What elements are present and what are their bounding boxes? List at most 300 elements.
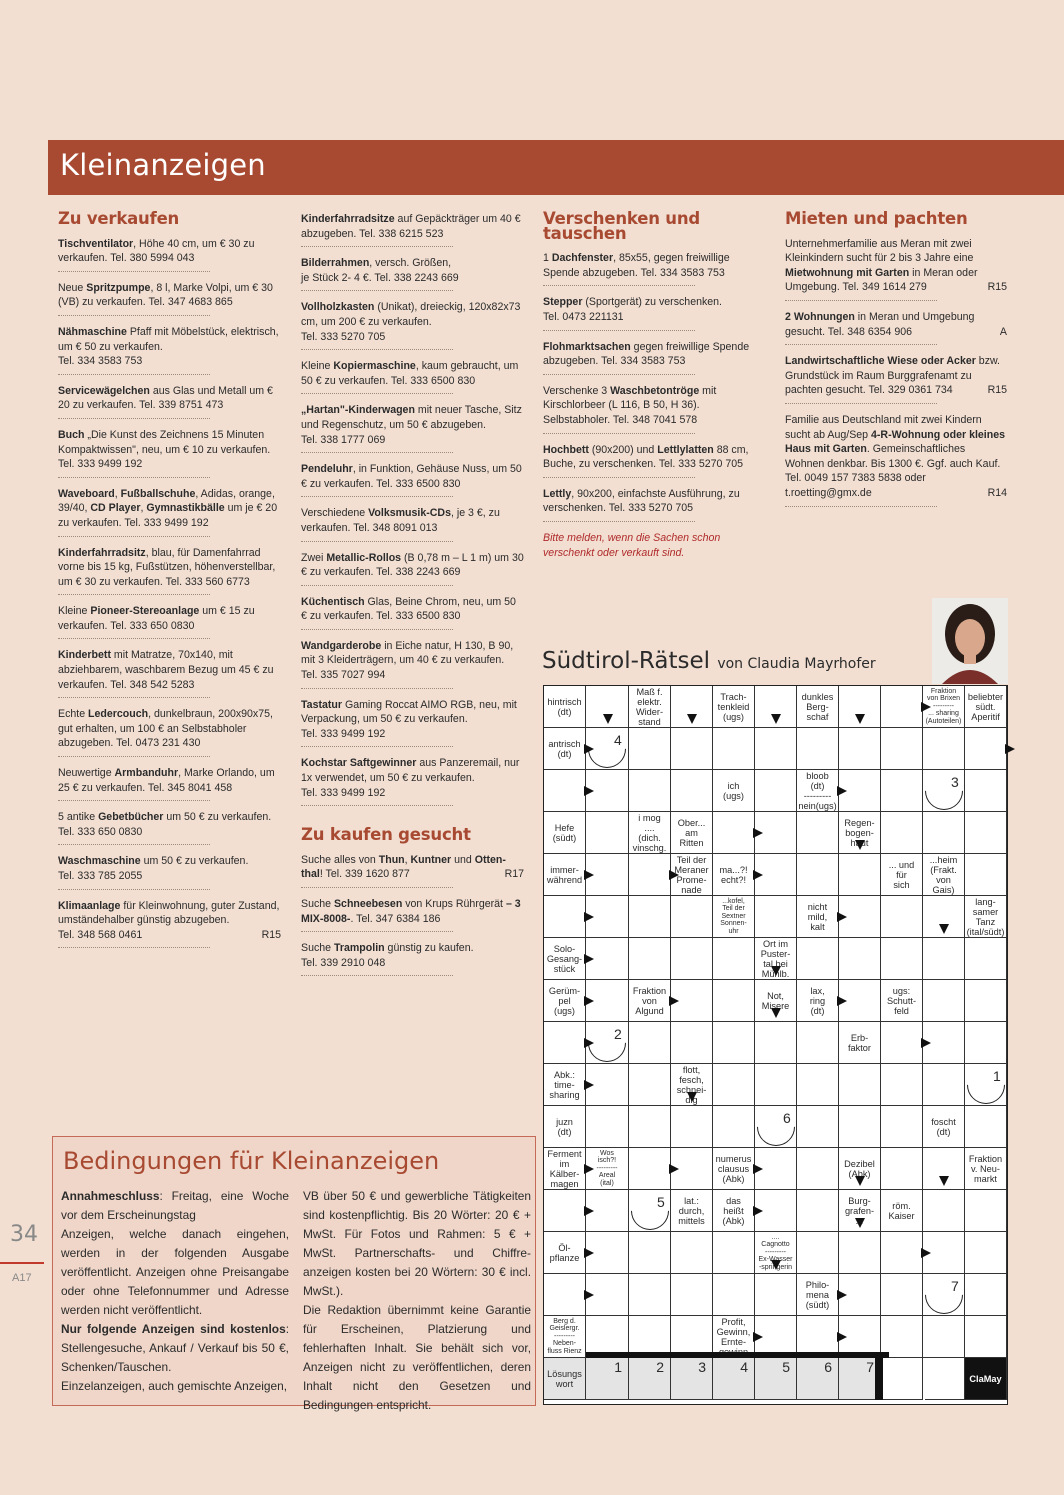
clue-arrow-icon [855,1218,865,1228]
ad-separator [58,374,210,375]
ad-separator [301,688,453,689]
grid-cell[interactable] [923,1316,965,1358]
grid-cell[interactable] [881,938,923,980]
ad-text: Wandgarderobe in Eiche natur, H 130, B 90, mit 3 Kleiderträgern, um 40 € zu verkaufen. Tel. 335 7027 994 [301,639,514,682]
ad-text: Neue Spritzpumpe, 8 l, Marke Volpi, um € 30 (VB) zu verkaufen. Tel. 347 4683 865 [58,281,273,309]
ad-item [58,648,281,698]
clue-arrow-icon [584,744,594,754]
clue-arrow-icon [669,996,679,1006]
clue-arrow-icon [855,1176,865,1186]
grid-cell[interactable] [713,938,755,980]
clue-cell: Dezibel (Abk) [839,1148,881,1190]
grid-cell[interactable] [965,938,1007,980]
solution-cell[interactable] [755,1358,797,1400]
grid-cell[interactable] [713,728,755,770]
grid-cell[interactable] [713,1232,755,1274]
ad-item [301,853,524,888]
verschenken-note: Bitte melden, wenn die Sachen schon verschenkt oder verkauft sind. [543,531,721,559]
ad-separator [543,521,695,522]
ad-separator [301,290,453,291]
ad-separator [301,246,453,247]
grid-cell[interactable] [839,854,881,896]
grid-cell[interactable] [755,728,797,770]
ad-text: Hochbett (90x200) und Lettlylatten 88 cm, Buche, zu verschenken. Tel. 333 5270 705 [543,443,749,471]
clue-arrow-icon [837,786,847,796]
clue-arrow-icon [771,966,781,976]
ad-separator [301,887,453,888]
conditions-col2: VB über 50 € und gewerbliche Tätigkeiten sind kostenpflichtig. Bis 20 Wörter: 20 € + MwSt. Für Fotos und Rahmen: 5 € + MwSt. Partnerschafts- und Chiffre- anzeigen kosten bei 20 Wörtern: 30 € incl. MwSt.). Die Redaktion übernimmt keine Garantie für Erscheinen, Platzierung und fehlerhaften Inhalt. Sie behält sich vor, Anzeigen nicht zu veröffentlichen, deren Inhalt nicht den Gesetzen und Bedingungen entspricht. [303,1189,531,1412]
crossword-grid [543,685,1008,1405]
solution-cell[interactable] [713,1358,755,1400]
grid-cell[interactable] [965,1106,1007,1148]
ad-text: Küchentisch Glas, Beine Chrom, neu, um 50 € zu verkaufen. Tel. 333 6500 830 [301,595,516,623]
grid-cell[interactable] [923,938,965,980]
clue-cell: Gerüm- pel (ugs) [544,980,586,1022]
ad-separator [301,452,453,453]
grid-cell[interactable] [755,1064,797,1106]
clue-cell: Solo- Gesang- stück [544,938,586,980]
grid-cell[interactable] [629,854,671,896]
puzzle-title-text: Südtirol-Rätsel [542,648,711,674]
ad-item [58,384,281,419]
clue-arrow-icon [753,1164,763,1174]
grid-cell[interactable] [629,1022,671,1064]
grid-cell[interactable] [544,1022,586,1064]
grid-cell[interactable] [965,1232,1007,1274]
grid-cell[interactable] [839,728,881,770]
grid-cell[interactable] [671,896,713,938]
clue-arrow-icon [687,1092,697,1102]
grid-cell[interactable] [713,1064,755,1106]
clue-cell: lat.: durch, mittels [671,1190,713,1232]
grid-cell[interactable] [629,1274,671,1316]
clue-arrow-icon [771,1260,781,1270]
grid-cell[interactable] [923,812,965,854]
clue-cell: Fraktion v. Neu- markt [965,1148,1007,1190]
ad-ref: A [999,325,1007,338]
grid-cell[interactable] [923,1064,965,1106]
clue-cell: beliebter südt. Aperitif [965,686,1007,728]
grid-cell[interactable] [629,1148,671,1190]
ad-text: „Hartan"-Kinderwagen mit neuer Tasche, Sitz und Regenschutz, um 50 € abzugeben. Tel. 338 1777 069 [301,404,522,446]
ad-separator [785,344,937,345]
grid-cell[interactable] [797,728,839,770]
grid-cell[interactable] [881,1232,923,1274]
circle-number: 1 [993,1068,1001,1084]
ad-item [58,854,281,889]
ad-separator [785,403,937,404]
clue-cell: Erb- faktor [839,1022,881,1064]
ad-text: 2 Wohnungen in Meran und Umgebung gesucht. Tel. 348 6354 906 A [785,310,1007,338]
solution-cell[interactable] [797,1358,839,1400]
ad-separator [543,477,695,478]
grid-cell[interactable] [923,980,965,1022]
ad-text: Verschenke 3 Waschbetontröge mit Kirschlorbeer (L 116, B 50, H 36). Selbstabholer. Tel. 348 7041 578 [543,384,717,426]
clue-cell: ugs: Schutt- feld [881,980,923,1022]
ad-separator [301,393,453,394]
ad-item [301,506,524,541]
grid-cell[interactable] [755,896,797,938]
ad-item [301,698,524,748]
grid-cell[interactable] [839,1106,881,1148]
grid-cell[interactable] [881,812,923,854]
solution-number: 5 [782,1359,790,1375]
ad-separator [58,638,210,639]
clue-arrow-icon [753,828,763,838]
grid-cell[interactable] [586,1106,629,1148]
ad-item [58,766,281,801]
clue-arrow-icon [669,870,679,880]
clue-arrow-icon [584,1290,594,1300]
clue-cell: bloob (dt) --------- nein(ugs) [797,770,839,812]
grid-cell[interactable] [965,854,1007,896]
grid-cell[interactable] [965,1022,1007,1064]
clue-cell: Not, Misere [755,980,797,1022]
ad-separator [301,931,453,932]
clue-cell: juzn (dt) [544,1106,586,1148]
grid-cell[interactable] [797,938,839,980]
grid-cell[interactable] [713,812,755,854]
ad-text: Kochstar Saftgewinner aus Panzeremail, nur 1x verwendet, um 50 € zu verkaufen. Tel. 333 9499 192 [301,757,520,799]
ad-separator [543,433,695,434]
ad-text: Flohmarktsachen gegen freiwillige Spende abzugeben. Tel. 334 3583 753 [543,340,750,368]
grid-cell[interactable] [755,770,797,812]
grid-cell[interactable] [713,980,755,1022]
ad-item [58,325,281,375]
clue-arrow-icon [584,954,594,964]
ad-ref: R15 [987,384,1007,397]
grid-cell[interactable] [965,1274,1007,1316]
clue-cell: Fraktion von Algund [629,980,671,1022]
ad-item [58,237,281,272]
ad-text: Pendeluhr, in Funktion, Gehäuse Nuss, um 50 € zu verkaufen. Tel. 333 6500 830 [301,463,522,490]
grid-cell[interactable] [629,896,671,938]
clue-cell: nicht mild, kalt [797,896,839,938]
ad-separator [543,285,695,286]
ad-item [785,413,1007,507]
conditions-box [52,1136,536,1412]
ad-text: Kinderbett mit Matratze, 70x140, mit abziehbarem, waschbarem Bezug um 45 € zu verkaufen. Tel. 348 542 5283 [58,649,274,691]
ad-text: Lettly, 90x200, einfachste Ausführung, zu verschenken. Tel. 333 5270 705 [543,487,740,515]
grid-cell[interactable] [629,728,671,770]
ad-separator [58,315,210,316]
page-rule [0,1262,44,1264]
ad-separator [301,805,453,806]
ad-item [301,941,524,976]
clue-cell: flott, fesch, schnei- dig [671,1064,713,1106]
ad-item [785,237,1007,301]
ad-separator [58,756,210,757]
ad-separator [301,496,453,497]
grid-cell[interactable] [713,1274,755,1316]
clue-arrow-icon [584,786,594,796]
ad-text: Tastatur Gaming Roccat AIMO RGB, neu, mit Verpackung, um 50 € zu verkaufen. Tel. 333 9499 192 [301,698,517,740]
ad-text: 1 Dachfenster, 85x55, gegen freiwillige Spende abzugeben. Tel. 334 3583 753 [543,252,730,279]
grid-cell[interactable] [629,1232,671,1274]
solution-number: 3 [698,1359,706,1375]
ad-item [543,443,756,478]
clue-arrow-icon [939,924,949,934]
section-banner [48,140,1064,195]
ad-text: Kinderfahrradsitz, blau, für Damenfahrrad vorne bis 15 kg, Fußstützen, höhenverstellbar, um € 30 zu verkaufen. Tel. 333 560 6773 [58,546,276,588]
grid-cell[interactable] [671,1232,713,1274]
grid-cell[interactable] [797,854,839,896]
grid-cell[interactable] [671,1274,713,1316]
ad-text: Suche Trampolin günstig zu kaufen. Tel. 339 2910 048 [301,942,474,969]
grid-cell[interactable] [755,1022,797,1064]
ad-text: Stepper (Sportgerät) zu verschenken. Tel. 0473 221131 [543,296,723,323]
clue-arrow-icon [837,912,847,922]
clue-cell: Regen- bogen- haut [839,812,881,854]
circle-number: 7 [951,1278,959,1294]
author-photo [932,598,1008,684]
solution-number: 4 [740,1359,748,1375]
grid-cell[interactable] [797,1022,839,1064]
clue-arrow-icon [584,870,594,880]
ad-separator [58,697,210,698]
grid-cell[interactable] [629,938,671,980]
clue-arrow-icon [753,1332,763,1342]
ad-text: Bilderrahmen, versch. Größen, je Stück 2- 4 €. Tel. 338 2243 669 [301,257,459,284]
ad-item [301,212,524,247]
clue-arrow-icon [584,1248,594,1258]
ad-separator [58,844,210,845]
ad-text: Suche Schneebesen von Krups Rührgerät – 3 MIX-8008-. Tel. 347 6384 186 [301,898,521,925]
grid-cell[interactable] [881,896,923,938]
grid-cell[interactable] [923,1190,965,1232]
ad-text: Suche alles von Thun, Kuntner und Otten-thal! Tel. 339 1620 877 R17 [301,853,524,881]
ad-text: Zwei Metallic-Rollos (B 0,78 m – L 1 m) um 30 € zu verkaufen. Tel. 338 2243 669 [301,551,524,579]
grid-cell[interactable] [544,1274,586,1316]
clue-cell: lang- samer Tanz (ital/südt) [965,896,1007,938]
ad-item [301,551,524,586]
solution-cell[interactable] [629,1358,671,1400]
ad-item [58,810,281,845]
grid-cell[interactable] [544,770,586,812]
ad-text: Kinderfahrradsitze auf Gepäckträger um 40 € abzugeben. Tel. 338 6215 523 [301,213,521,240]
heading-zu-verkaufen: Zu verkaufen [58,209,180,228]
clue-arrow-icon [921,1038,931,1048]
solution-cell[interactable] [671,1358,713,1400]
ad-item [58,604,281,639]
grid-cell[interactable] [671,1106,713,1148]
ad-separator [543,374,695,375]
grid-cell[interactable] [923,728,965,770]
grid-cell[interactable] [965,728,1007,770]
ad-text: Buch „Die Kunst des Zeichnens 15 Minuten Kompaktwissen", neu, um € 10 zu verkaufen. Tel. 333 9499 192 [58,428,271,471]
clue-arrow-icon [584,1164,594,1174]
ad-text: Tischventilator, Höhe 40 cm, um € 30 zu verkaufen. Tel. 380 5994 043 [58,237,255,265]
ad-separator [58,889,210,890]
clue-cell: Philo- mena (südt) [797,1274,839,1316]
ad-item [543,384,756,434]
ad-item [301,756,524,806]
grid-cell[interactable] [797,812,839,854]
grid-cell [925,1358,965,1400]
ad-item [301,403,524,453]
grid-cell[interactable] [881,686,923,728]
grid-cell[interactable] [671,938,713,980]
page-number: 34 [10,1222,38,1247]
grid-cell[interactable] [629,1106,671,1148]
clue-cell: Burg- grafen- ... [839,1190,881,1232]
puzzle-brand: ClaMay [965,1358,1007,1400]
clue-cell: Hefe (südt) [544,812,586,854]
clue-arrow-icon [584,1080,594,1090]
clue-arrow-icon [603,714,613,724]
clue-cell: röm. Kaiser [881,1190,923,1232]
clue-arrow-icon [855,714,865,724]
grid-cell[interactable] [797,1064,839,1106]
grid-cell[interactable] [713,1106,755,1148]
circle-number: 2 [614,1026,622,1042]
clue-cell: Teil der Meraner Prome- nade [671,854,713,896]
clue-arrow-icon [584,1206,594,1216]
clue-cell: Fraktion von Brixen --------- ... sharing (Autoteilen) [923,686,965,728]
clue-cell: Berg d. Geislergr. --------- Neben- fluss Rienz [544,1316,586,1358]
ad-ref: R15 [987,281,1007,294]
clue-cell: immer- während [544,854,586,896]
author-portrait-icon [932,598,1008,684]
circle-number: 3 [951,774,959,790]
clue-cell: hintrisch (dt) [544,686,586,728]
column-zu-verkaufen [58,209,281,957]
ad-item [58,428,281,478]
ad-separator [58,536,210,537]
ad-item [543,295,756,330]
clue-arrow-icon [669,1164,679,1174]
ad-text: 5 antike Gebetbücher um 50 € zu verkaufen. Tel. 333 650 0830 [58,811,272,838]
grid-cell[interactable] [881,1106,923,1148]
ad-text: Klimaanlage für Kleinwohnung, guter Zustand, umständehalber günstig abzugeben. Tel. 348 568 0461 R15 [58,899,281,941]
clue-cell: antrisch (dt) [544,728,586,770]
ad-text: Waschmaschine um 50 € zu verkaufen. Tel. 333 785 2055 [58,855,249,882]
ad-text: Echte Ledercouch, dunkelbraun, 200x90x75, gut erhalten, um 100 € an Selbstabholer abzugeben. Tel. 0473 231 430 [58,708,273,750]
clue-arrow-icon [921,1248,931,1258]
ad-item [301,897,524,932]
grid-cell[interactable] [965,1190,1007,1232]
clue-cell: ma...?! echt?! [713,854,755,896]
solution-cell[interactable] [586,1358,629,1400]
ad-item [543,340,756,375]
grid-cell[interactable] [755,1274,797,1316]
ad-separator [301,585,453,586]
grid-cell[interactable] [881,1022,923,1064]
clue-arrow-icon [584,912,594,922]
ad-separator [301,975,453,976]
grid-cell[interactable] [839,938,881,980]
ad-item [301,462,524,497]
ad-text: Servicewägelchen aus Glas und Metall um € 20 zu verkaufen. Tel. 339 8751 473 [58,384,273,412]
grid-cell[interactable] [544,1190,586,1232]
grid-cell[interactable] [965,770,1007,812]
ad-item [301,300,524,350]
grid-cell[interactable] [671,1022,713,1064]
clue-arrow-icon [837,1290,847,1300]
grid-cell[interactable] [965,980,1007,1022]
grid-cell[interactable] [797,1232,839,1274]
heading-mieten: Mieten und pachten [785,209,968,228]
ad-item [785,310,1007,345]
solution-bar [586,1352,889,1358]
ad-separator [58,271,210,272]
conditions-col1: Annahmeschluss: Freitag, eine Woche vor dem Erscheinungstag Anzeigen, welche danach eingehen, werden in der folgenden Ausgabe veröffentlicht. Anzeigen ohne Preisangabe oder ohne Telefonnummer und Adresse werden nicht veröffentlicht. Nur folgende Anzeigen sind kostenlos: Stellengesuche, Ankauf / Verkauf bis 50 €, Schenken/Tauschen. Einzelanzeigen, auch gemischte Anzeigen, [61,1189,289,1393]
clue-arrow-icon [584,996,594,1006]
grid-cell[interactable] [965,812,1007,854]
column-mieten [785,209,1007,516]
clue-cell: .... Cagnotto --------- Ex-Wasser -springerin [755,1232,797,1274]
clue-cell: Wos isch?! --------- Areal (ital) [586,1148,629,1190]
clue-cell: numerus clausus (Abk) [713,1148,755,1190]
grid-cell[interactable] [586,812,629,854]
grid-cell[interactable] [671,770,713,812]
clue-arrow-icon [771,1008,781,1018]
ad-separator [301,746,453,747]
ad-separator [58,477,210,478]
clue-arrow-icon [921,702,931,712]
grid-cell [883,1358,923,1400]
solution-bar-end [875,1358,883,1400]
clue-arrow-icon [855,840,865,850]
clue-cell: Ort im Puster- tal bei Mühlb. [755,938,797,980]
grid-cell[interactable] [713,1022,755,1064]
grid-cell[interactable] [839,1064,881,1106]
grid-cell[interactable] [629,1064,671,1106]
clue-arrow-icon [753,1206,763,1216]
grid-cell[interactable] [881,770,923,812]
grid-cell[interactable] [881,1274,923,1316]
ad-item [543,487,756,522]
grid-cell[interactable] [629,770,671,812]
grid-cell[interactable] [544,896,586,938]
grid-cell[interactable] [881,1064,923,1106]
grid-cell[interactable] [881,728,923,770]
ad-separator [58,418,210,419]
column-2 [301,212,524,985]
ad-text: Vollholzkasten (Unikat), dreieckig, 120x82x73 cm, um 200 € zu verkaufen. Tel. 333 5270 705 [301,301,521,343]
grid-cell[interactable] [797,1148,839,1190]
clue-cell: Trach- tenkleid (ugs) [713,686,755,728]
ad-item [58,281,281,316]
circle-number: 5 [657,1194,665,1210]
ad-separator [58,947,210,948]
grid-cell[interactable] [839,1232,881,1274]
clue-arrow-icon [939,1176,949,1186]
clue-arrow-icon [753,870,763,880]
circle-number: 6 [783,1110,791,1126]
clue-cell: Profit, Gewinn, Ernte- [713,1316,755,1358]
ad-separator [785,300,937,301]
clue-cell: ... und für sich [881,854,923,896]
clue-cell: das heißt (Abk) [713,1190,755,1232]
clue-cell: Maß f. elektr. Wider- stand [629,686,671,728]
grid-cell[interactable] [965,1316,1007,1358]
grid-cell[interactable] [797,1190,839,1232]
heading-verschenken: Verschenken und tauschen [543,209,700,243]
ad-text: Waveboard, Fußballschuhe, Adidas, orange, 39/40, CD Player, Gymnastikbälle um je € 20 zu verkaufen. Tel. 333 9499 192 [58,487,278,529]
grid-cell[interactable] [881,1148,923,1190]
solution-number: 6 [824,1359,832,1375]
clue-cell: dunkles Berg- schaf [797,686,839,728]
ad-ref: R14 [987,486,1007,499]
grid-cell[interactable] [671,728,713,770]
clue-cell: foscht (dt) [923,1106,965,1148]
ad-text: Kleine Kopiermaschine, kaum gebraucht, um 50 € zu verkaufen. Tel. 333 6500 830 [301,360,519,387]
ad-item [543,251,756,286]
clue-cell: i mog .... (dich. vinschg. [629,812,671,854]
grid-cell[interactable] [797,1106,839,1148]
clue-cell: ...heim (Frakt. von Gais) [923,854,965,896]
